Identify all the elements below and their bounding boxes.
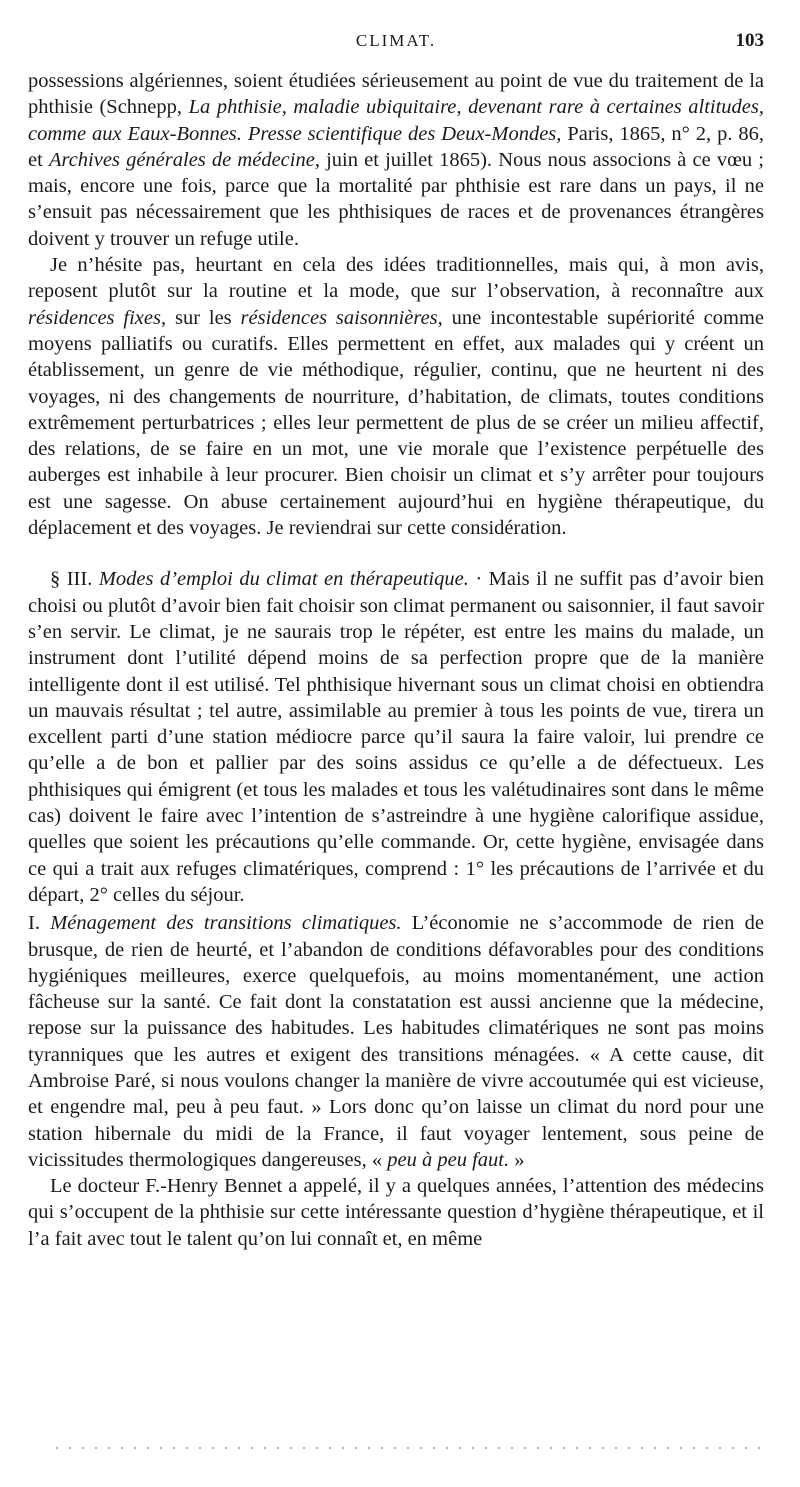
text-run: , juin et juillet 1865). Nous nous associons à ce vœu ; mais, encore une fois, parce que la mortalité par phthisie est rare dans un pays, il ne s’ensuit pas nécessairement que les phthisiques de races et de provenances étrangères doivent y trouver un refuge utile. <box>28 148 764 250</box>
italic-run: résidences saisonnières <box>240 306 438 329</box>
text-run: possessions algériennes, soient étudiées sérieusement au point de vue du traitement de la phthisie (Schnepp, <box>28 70 764 119</box>
page-header <box>28 28 764 58</box>
running-title: CLIMAT. <box>355 31 437 50</box>
italic-run: Archives générales de médecine <box>48 148 315 171</box>
text-run: Le docteur F.-Henry Bennet a appelé, il y a quelques années, l’attention des médecins qui s’occupent de la phthisie sur cette intéressante question d’hygiène thérapeutique, et il l’a fait avec tout le talent qu’on lui connaît et, en même <box>28 1175 764 1250</box>
italic-run: peu à peu faut. <box>387 1148 510 1171</box>
italic-run: Modes d’emploi du climat en thérapeutique. <box>98 568 469 591</box>
page-number: 103 <box>735 30 764 51</box>
text-run: § III. <box>50 568 99 591</box>
text-run: , sur les <box>160 306 241 329</box>
paragraph-continuation <box>28 68 764 252</box>
text-run: Je n’hésite pas, heurtant en cela des idées traditionnelles, mais qui, à mon avis, reposent plutôt sur la routine et la mode, que sur l’observation, à reconnaître aux <box>28 254 764 303</box>
text-run: , Paris, 1865, n° 2, p. 86, et <box>28 122 765 171</box>
paragraph-residences <box>28 252 764 541</box>
italic-run: résidences fixes <box>28 306 161 329</box>
book-page <box>28 28 764 1252</box>
text-run: I. <box>28 912 51 935</box>
italic-run: Ménagement des transitions climatiques. <box>50 912 402 935</box>
text-run: L’économie ne s’accommode de rien de brusque, de rien de heurté, et l’abandon de conditions défavorables pour des conditions hygiéniques meilleures, exerce quelquefois, au moins momentanément, une action fâcheuse sur la santé. Ce fait dont la constatation est aussi ancienne que la médecine, repose sur la puissance des habitudes. Les habitudes climatériques ne sont pas moins tyranniques que les autres et exigent des transitions ménagées. « A cette cause, dit Ambroise Paré, si nous voulons changer la manière de vivre accoutumée qui est vicieuse, et engendre mal, peu à peu faut. » Lors donc qu’on laisse un climat du nord pour une station hibernale du midi de la France, il faut voyager lentement, sous peine de vicissitudes thermologiques dangereuses, « <box>28 912 764 1171</box>
text-run: » <box>509 1148 525 1171</box>
italic-run: La phthisie, maladie ubiquitaire, devenant rare à certaines altitudes, comme aux Eaux-Bonnes. Presse scientifique des Deux-Mondes <box>28 96 765 145</box>
paragraph-bennet <box>28 1173 764 1252</box>
text-run: · Mais il ne suffit pas d’avoir bien choisi ou plutôt d’avoir bien fait choisir son climat permanent ou saisonnier, il faut savoir s’en servir. Le climat, je ne saurais trop le répéter, est entre les mains du malade, un instrument dont l’utilité dépend moins de sa perfection propre que de la manière intelligente dont il est utilisé. Tel phthisique hivernant sous un climat choisi en obtiendra un mauvais résultat ; tel autre, assimilable au premier à tous les points de vue, tirera un excellent parti d’une station médiocre parce qu’il saura la faire valoir, lui prendre ce qu’elle a de bon et pallier par des soins assidus ce qu’elle a de défectueux. Les phthisiques qui émigrent (et tous les malades et tous les valétudinaires sont dans le même cas) doivent le faire avec l’intention de s’astreindre à une hygiène calorifique assidue, quelles que soient les précautions qu’elle commande. Or, cette hygiène, envisagée dans ce qui a trait aux refuges climatériques, comprend : 1° les précautions de l’arrivée et du départ, 2° celles du séjour. <box>28 568 764 906</box>
section-gap <box>28 541 764 566</box>
bleed-through-line <box>56 1447 760 1449</box>
section-heading-paragraph <box>28 566 764 908</box>
text-run: , une incontestable supériorité comme moyens palliatifs ou curatifs. Elles permettent en effet, aux malades qui y créent un établissement, un genre de vie méthodique, régulier, continu, que ne heurtent ni des voyages, ni des changements de nourriture, d’habitation, de climats, toutes conditions extrêmement perturbatrices ; elles leur permettent de plus de se créer un milieu affectif, des relations, de se faire en un mot, une vie morale que l’existence perpétuelle des auberges est inhabile à leur procurer. Bien choisir un climat et s’y arrêter pour toujours est une sagesse. On abuse certainement aujourd’hui en hygiène thérapeutique, du déplacement et des voyages. Je reviendrai sur cette considération. <box>28 306 765 540</box>
subsection-paragraph <box>28 910 764 1173</box>
